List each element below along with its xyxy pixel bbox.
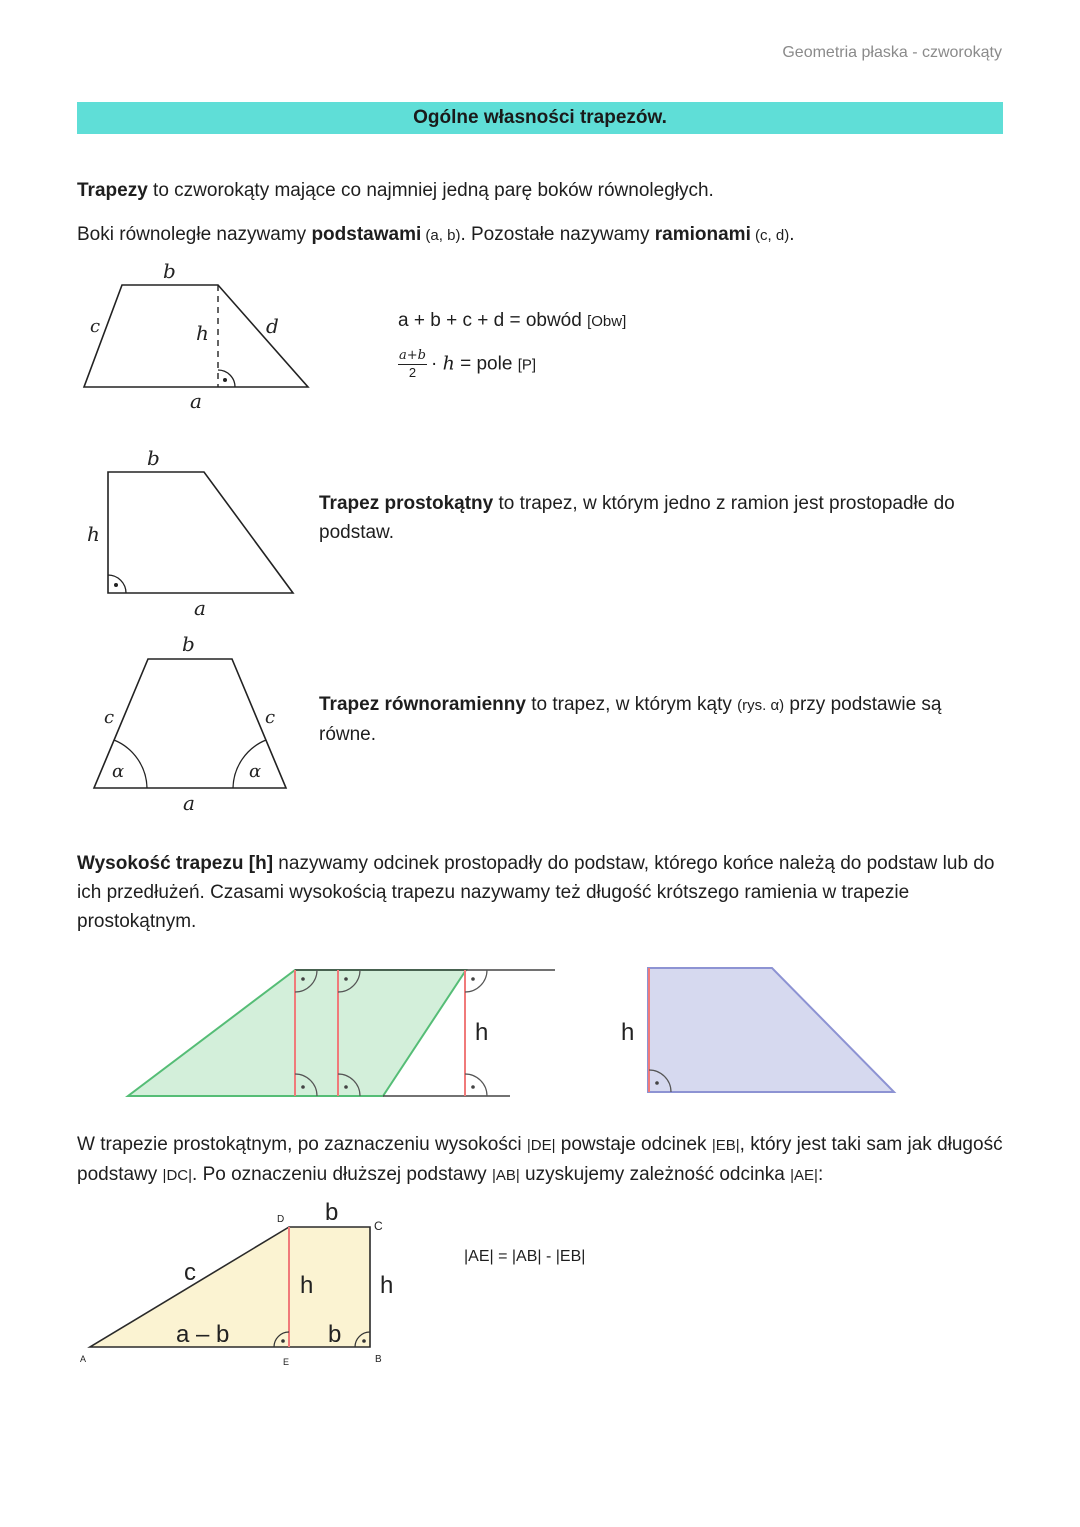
term-trapez-rownoramienny: Trapez równoramienny: [319, 694, 526, 715]
intro-line-1-text: to czworokąty mające co najmniej jedną parę boków równoległych.: [147, 180, 714, 201]
fig3-label-c-right: c: [265, 707, 276, 728]
area-rest: = pole: [454, 353, 513, 375]
fig2-label-h: h: [87, 522, 100, 546]
vertex-label-b: B: [375, 1354, 382, 1365]
section-title: Ogólne własności trapezów.: [413, 107, 667, 128]
intro-line-2-a: Boki równoległe nazywamy: [77, 224, 312, 245]
fig5-label-b-bottom: b: [328, 1321, 342, 1348]
term-wysokosc-trapezu: Wysokość trapezu [h]: [77, 853, 274, 874]
segment-dc: |DC|: [162, 1167, 193, 1184]
subject-header: Geometria płaska - czworokąty: [782, 44, 1002, 61]
intro-line-2-ab: (a, b): [421, 227, 461, 244]
fig1-label-b: b: [163, 259, 176, 283]
fig1-label-c: c: [90, 316, 101, 337]
fig5-label-c: c: [184, 1259, 196, 1286]
angle-dot-b: [362, 1339, 366, 1343]
fig3-label-b: b: [182, 632, 195, 656]
fig1-label-h: h: [196, 321, 209, 345]
fig5-label-b-top: b: [325, 1199, 339, 1226]
isosceles-note: (rys. α): [737, 697, 785, 714]
fig3-label-c-left: c: [104, 707, 115, 728]
vertex-label-c: C: [374, 1219, 383, 1233]
fig4-label-h-right: h: [621, 1019, 635, 1046]
fig3-label-a: a: [183, 791, 195, 815]
area-fraction-denominator: 2: [408, 365, 417, 380]
fig5-label-h2: h: [380, 1272, 394, 1299]
area-dot: ·: [430, 353, 438, 375]
term-podstawy: podstawami: [311, 224, 422, 245]
segment-ab: |AB|: [491, 1167, 520, 1184]
perimeter-tag: [Obw]: [587, 313, 627, 330]
term-ramiona: ramionami: [654, 224, 751, 245]
construction-t3: , który jest taki sam jak długość podstawy: [77, 1134, 1003, 1185]
fig2-label-a: a: [194, 596, 206, 620]
vertex-label-d: D: [277, 1214, 285, 1225]
fig3-label-alpha-right: α: [249, 761, 262, 782]
isosceles-text-a: to trapez, w którym kąty: [525, 694, 738, 715]
construction-t5: uzyskujemy zależność odcinka: [519, 1164, 791, 1185]
area-tag: [P]: [517, 356, 537, 374]
segment-relation: |AE| = |AB| - |EB|: [464, 1248, 586, 1265]
segment-de: |DE|: [526, 1137, 556, 1154]
area-h: h: [442, 352, 455, 375]
area-fraction-numerator: a+b: [399, 348, 426, 363]
term-trapez-prostokatny: Trapez prostokątny: [319, 493, 494, 514]
fig5-label-a-minus-b: a – b: [176, 1321, 230, 1348]
term-trapezy: Trapezy: [77, 180, 148, 201]
segment-eb: |EB|: [711, 1137, 740, 1154]
construction-t1: W trapezie prostokątnym, po zaznaczeniu wysokości: [77, 1134, 527, 1155]
fig5-label-h1: h: [300, 1272, 314, 1299]
fig1-label-d: d: [266, 314, 279, 338]
fig3-label-alpha-left: α: [112, 761, 125, 782]
angle-dot-e-left: [281, 1339, 285, 1343]
construction-t6: :: [817, 1164, 824, 1185]
segment-ae: |AE|: [790, 1167, 818, 1184]
perimeter-expression: a + b + c + d = obwód: [398, 310, 582, 331]
vertex-label-a: A: [80, 1354, 87, 1364]
construction-t4: . Po oznaczeniu dłuższej podstawy: [192, 1164, 492, 1185]
intro-line-2-d: . Pozostałe nazywamy: [460, 224, 655, 245]
height-definition-text: nazywamy odcinek prostopadły do podstaw, którego końce należą do podstaw lub do ich przedłużeń. Czasami wysokością trapezu nazywamy też długość krótszego ramienia w trapezie prostokątnym.: [77, 853, 995, 932]
construction-t2: powstaje odcinek: [555, 1134, 712, 1155]
intro-line-2-end: .: [789, 224, 795, 245]
fig4-label-h-left: h: [475, 1019, 489, 1046]
isosceles-text-b: przy podstawie są równe.: [319, 694, 942, 745]
intro-line-2-cd: (c, d): [750, 227, 790, 244]
fig2-label-b: b: [147, 446, 160, 470]
vertex-label-e: E: [283, 1357, 290, 1367]
fig1-label-a: a: [190, 389, 202, 413]
right-trapezoid-text: to trapez, w którym jedno z ramion jest prostopadłe do podstaw.: [319, 493, 955, 543]
